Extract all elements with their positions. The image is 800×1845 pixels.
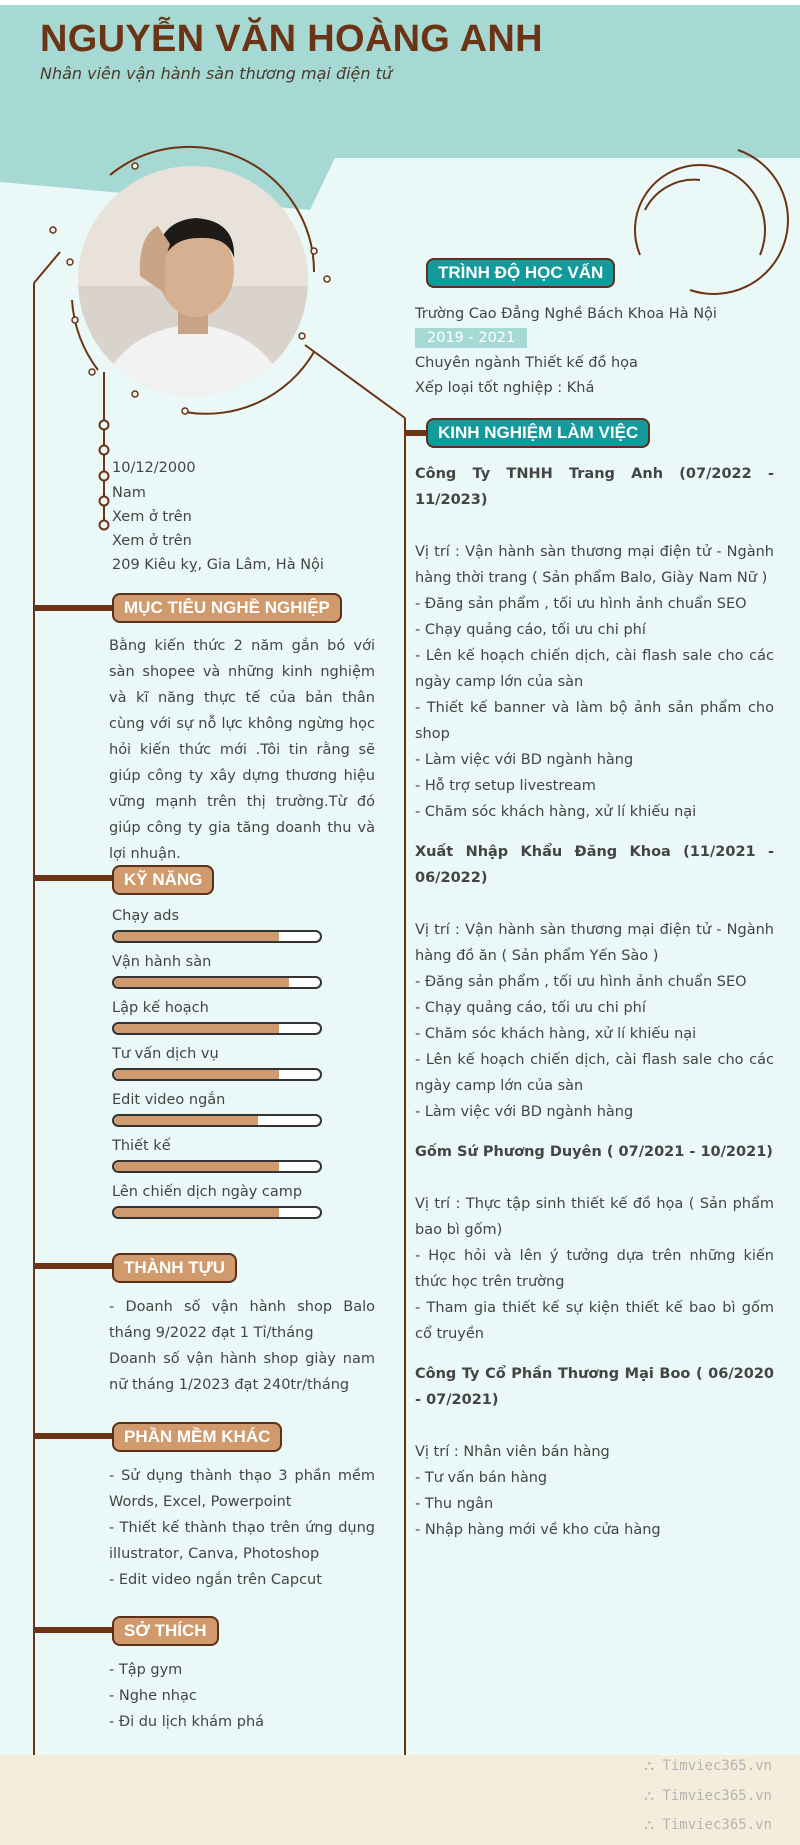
section-heading-objective: MỤC TIÊU NGHỀ NGHIỆP [112,593,342,623]
phone: Xem ở trên [112,509,192,525]
job-detail-line: - Làm việc với BD ngành hàng [415,752,634,768]
skill-level-bar [112,1114,322,1127]
gender: Nam [112,485,146,501]
objective-text: Bằng kiến thức 2 năm gắn bó với sàn shopee và những kinh nghiệm và kĩ năng thực tế của bản thân cùng với sự nỗ lực không ngừng học hỏi kiến thức mới .Tôi tin rằng sẽ giúp công ty xây dựng thương hiệu vững mạnh trên thị trường.Từ đó giúp công ty gia tăng doanh thu và lợi nhuận. [109,638,375,862]
job-detail-line: - Làm việc với BD ngành hàng [415,1104,634,1120]
profile-photo [78,166,308,396]
job-detail-line [415,513,774,539]
job-detail-line: - Thu ngân [415,1496,494,1512]
job-company: Gốm Sứ Phương Duyên ( 07/2021 - 10/2021) [415,1144,773,1160]
hobbies-list [109,1657,375,1735]
skill-level-bar [112,930,322,943]
job-spacer [415,1543,774,1557]
candidate-name: NGUYỄN VĂN HOÀNG ANH [40,18,543,60]
software-list [109,1463,375,1593]
job-detail-line: - Lên kế hoạch chiến dịch, cài flash sale cho các ngày camp lớn của sàn [415,1052,774,1094]
skill-level-bar [112,1022,322,1035]
skill-label: Lập kế hoạch [112,1000,209,1016]
section-heading-hobbies: SỞ THÍCH [112,1616,219,1646]
skill-level-fill [114,1208,279,1217]
achievement-item: Doanh số vận hành shop giày nam nữ tháng 1/2023 đạt 240tr/tháng [109,1351,375,1393]
skill-item [112,1092,322,1127]
job-detail-line: - Đăng sản phẩm , tối ưu hình ảnh chuẩn SEO [415,596,747,612]
job-detail-line: Vị trí : Vận hành sàn thương mại điện tử - Ngành hàng thời trang ( Sản phẩm Balo, Giày Nam Nữ ) [415,544,774,586]
job-spacer [415,825,774,839]
watermark: ⛬ Timviec365.vn [644,1817,772,1833]
job-detail-line: - Hỗ trợ setup livestream [415,778,596,794]
section-heading-achievements: THÀNH TỰU [112,1253,237,1283]
skill-level-bar [112,1160,322,1173]
skill-level-fill [114,1024,279,1033]
address: 209 Kiêu kỵ, Gia Lâm, Hà Nội [112,557,324,573]
job-detail-line [415,891,774,917]
experience-list [415,461,774,1557]
skill-item [112,1000,322,1035]
education-years-badge: 2019 - 2021 [415,328,527,348]
hobby-item: - Đi du lịch khám phá [109,1714,265,1730]
job-detail-line: - Tham gia thiết kế sự kiện thiết kế bao bì gốm cổ truyền [415,1300,774,1342]
education-major: Chuyên ngành Thiết kế đồ họa [415,355,638,371]
skill-level-bar [112,1068,322,1081]
job-detail-line: Vị trí : Nhân viên bán hàng [415,1444,610,1460]
skill-item [112,1138,322,1173]
job-detail-line: - Thiết kế banner và làm bộ ảnh sản phẩm cho shop [415,700,774,742]
skill-item [112,1184,322,1219]
job-detail-line: Vị trí : Thực tập sinh thiết kế đồ họa ( Sản phẩm bao bì gốm) [415,1196,774,1238]
education-grade: Xếp loại tốt nghiệp : Khá [415,380,595,396]
job-detail-line: - Chăm sóc khách hàng, xử lí khiếu nại [415,804,697,820]
job-company: Công Ty Cổ Phần Thương Mại Boo ( 06/2020 - 07/2021) [415,1366,774,1408]
skill-label: Edit video ngắn [112,1092,226,1108]
section-heading-software: PHẦN MỀM KHÁC [112,1422,282,1452]
skill-level-bar [112,1206,322,1219]
skill-level-fill [114,1116,258,1125]
skill-label: Lên chiến dịch ngày camp [112,1184,303,1200]
job-detail-line: - Chạy quảng cáo, tối ưu chi phí [415,622,646,638]
job-company: Xuất Nhập Khẩu Đăng Khoa (11/2021 - 06/2022) [415,844,774,886]
section-heading-education: TRÌNH ĐỘ HỌC VẤN [426,258,615,288]
watermark: ⛬ Timviec365.vn [644,1758,772,1774]
job-detail-line: - Chăm sóc khách hàng, xử lí khiếu nại [415,1026,697,1042]
job-detail-line: - Đăng sản phẩm , tối ưu hình ảnh chuẩn SEO [415,974,747,990]
job-detail-line: - Học hỏi và lên ý tưởng dựa trên những kiến thức học trên trường [415,1248,774,1290]
software-item: - Sử dụng thành thạo 3 phần mềm Words, Excel, Powerpoint [109,1468,375,1510]
job-detail-line [415,1165,774,1191]
achievements-list [109,1294,375,1398]
skill-label: Thiết kế [112,1138,171,1154]
achievement-item: - Doanh số vận hành shop Balo tháng 9/2022 đạt 1 Tỉ/tháng [109,1299,375,1341]
education-school: Trường Cao Đẳng Nghề Bách Khoa Hà Nội [415,306,717,322]
candidate-role: Nhân viên vận hành sàn thương mại điện tử [40,64,393,83]
job-detail-line: - Chạy quảng cáo, tối ưu chi phí [415,1000,646,1016]
job-spacer [415,1125,774,1139]
hobby-item: - Tập gym [109,1662,183,1678]
skill-item [112,1046,322,1081]
job-spacer [415,1347,774,1361]
skill-item [112,908,322,943]
software-item: - Edit video ngắn trên Capcut [109,1572,322,1588]
job-detail-line: Vị trí : Vận hành sàn thương mại điện tử - Ngành hàng đồ ăn ( Sản phẩm Yến Sào ) [415,922,774,964]
job-detail-line [415,1413,774,1439]
job-detail-line: - Tư vấn bán hàng [415,1470,548,1486]
skill-label: Tư vấn dịch vụ [112,1046,219,1062]
portrait-photo-icon [78,166,308,396]
skill-level-fill [114,1070,279,1079]
section-heading-experience: KINH NGHIỆM LÀM VIỆC [426,418,650,448]
birth-date: 10/12/2000 [112,460,196,476]
watermark: ⛬ Timviec365.vn [644,1788,772,1804]
job-detail-line: - Lên kế hoạch chiến dịch, cài flash sale cho các ngày camp lớn của sàn [415,648,774,690]
software-item: - Thiết kế thành thạo trên ứng dụng illustrator, Canva, Photoshop [109,1520,375,1562]
job-company: Công Ty TNHH Trang Anh (07/2022 - 11/2023) [415,466,774,508]
skill-label: Chạy ads [112,908,180,924]
skill-label: Vận hành sàn [112,954,212,970]
skill-level-fill [114,978,289,987]
job-detail-line: - Nhập hàng mới về kho cửa hàng [415,1522,661,1538]
section-heading-skills: KỸ NĂNG [112,865,214,895]
hobby-item: - Nghe nhạc [109,1688,197,1704]
skill-level-fill [114,932,279,941]
skill-level-bar [112,976,322,989]
email: Xem ở trên [112,533,192,549]
skill-item [112,954,322,989]
skill-level-fill [114,1162,279,1171]
